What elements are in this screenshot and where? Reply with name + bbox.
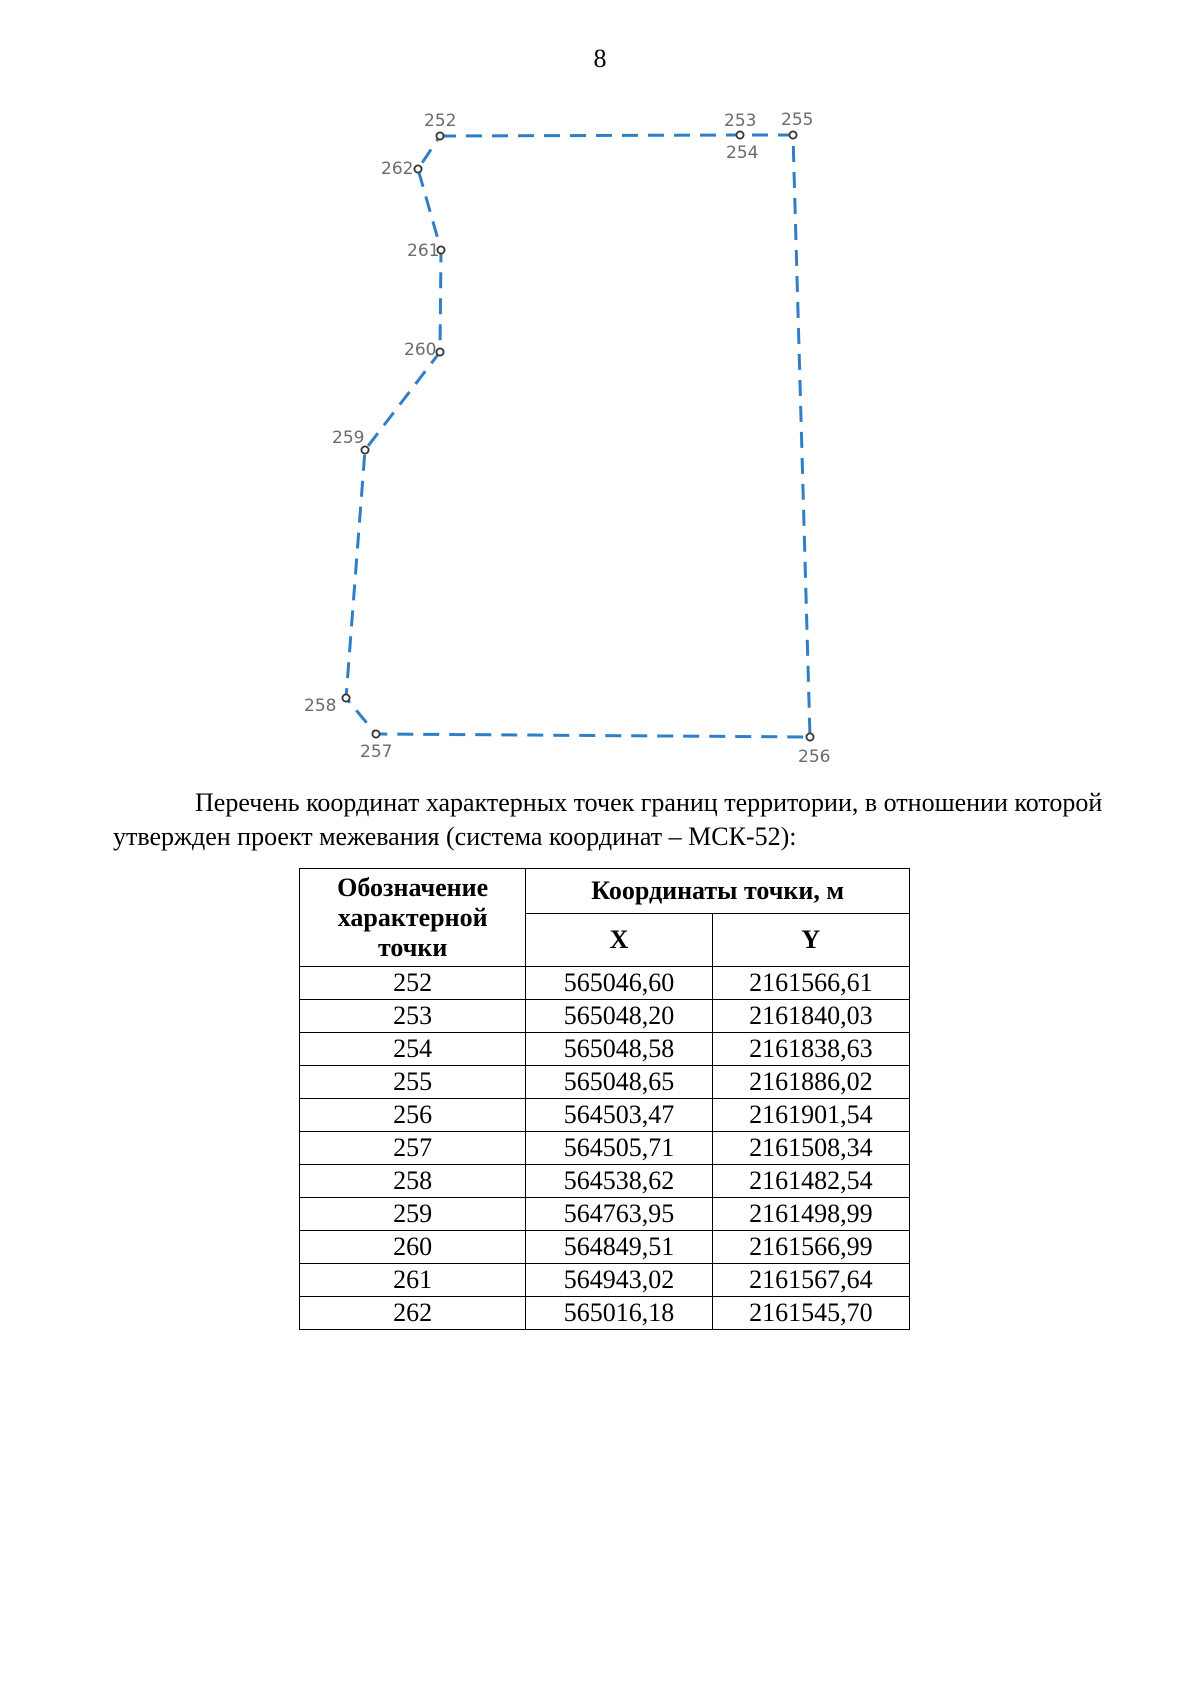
header-x: X [526,914,712,967]
cell-x: 565046,60 [526,967,712,1000]
boundary-point-label: 254 [726,143,759,163]
cell-point-name: 259 [300,1198,526,1231]
cell-y: 2161482,54 [712,1165,909,1198]
cell-x: 565048,58 [526,1033,712,1066]
boundary-point-marker [736,131,743,138]
cell-y: 2161566,99 [712,1231,909,1264]
table-row [300,1198,910,1231]
boundary-point-marker [436,132,443,139]
cell-y: 2161886,02 [712,1066,909,1099]
table-row [300,967,910,1000]
cell-x: 565048,20 [526,1000,712,1033]
cell-x: 564943,02 [526,1264,712,1297]
table-row [300,1000,910,1033]
table-row [300,1165,910,1198]
boundary-point-marker [789,131,796,138]
cell-y: 2161901,54 [712,1099,909,1132]
boundary-point-label: 261 [407,241,440,261]
header-coordinates: Координаты точки, м [526,869,910,914]
page-number: 8 [593,44,607,73]
table-row [300,1264,910,1297]
boundary-point-marker [806,733,813,740]
boundary-plan [0,0,1200,790]
cell-y: 2161567,64 [712,1264,909,1297]
cell-point-name: 253 [300,1000,526,1033]
coordinates-caption: Перечень координат характерных точек границ территории, в отношении которой утвержден проект межевания (система координат – МСК-52): [113,788,1103,851]
cell-point-name: 258 [300,1165,526,1198]
boundary-point-marker [372,730,379,737]
cell-point-name: 255 [300,1066,526,1099]
boundary-point-marker [436,348,443,355]
boundary-point-label: 258 [304,696,337,716]
cell-y: 2161498,99 [712,1198,909,1231]
header-point-name: Обозначение характерной точки [300,869,526,967]
cell-x: 564503,47 [526,1099,712,1132]
boundary-point-label: 253 [724,111,757,131]
cell-y: 2161838,63 [712,1033,909,1066]
boundary-point-label: 260 [404,340,437,360]
cell-x: 564763,95 [526,1198,712,1231]
cell-x: 565048,65 [526,1066,712,1099]
boundary-line [346,135,810,737]
cell-x: 564849,51 [526,1231,712,1264]
boundary-point-label: 252 [424,111,457,131]
boundary-point-label: 262 [381,159,414,179]
table-row [300,1033,910,1066]
boundary-point-label: 257 [360,742,393,762]
cell-point-name: 262 [300,1297,526,1330]
cell-x: 564505,71 [526,1132,712,1165]
boundary-point-label: 259 [332,428,365,448]
cell-x: 564538,62 [526,1165,712,1198]
boundary-point-label: 256 [798,747,831,767]
table-row [300,1297,910,1330]
cell-y: 2161566,61 [712,967,909,1000]
cell-point-name: 256 [300,1099,526,1132]
cell-y: 2161508,34 [712,1132,909,1165]
table-row [300,1099,910,1132]
boundary-point-marker [414,165,421,172]
cell-point-name: 254 [300,1033,526,1066]
coordinates-table [299,868,910,1330]
cell-y: 2161545,70 [712,1297,909,1330]
cell-point-name: 252 [300,967,526,1000]
table-row [300,1066,910,1099]
cell-point-name: 260 [300,1231,526,1264]
boundary-point-label: 255 [781,110,814,130]
table-row [300,1132,910,1165]
cell-y: 2161840,03 [712,1000,909,1033]
cell-point-name: 257 [300,1132,526,1165]
header-y: Y [712,914,909,967]
table-row [300,1231,910,1264]
cell-x: 565016,18 [526,1297,712,1330]
cell-point-name: 261 [300,1264,526,1297]
boundary-point-marker [342,694,349,701]
